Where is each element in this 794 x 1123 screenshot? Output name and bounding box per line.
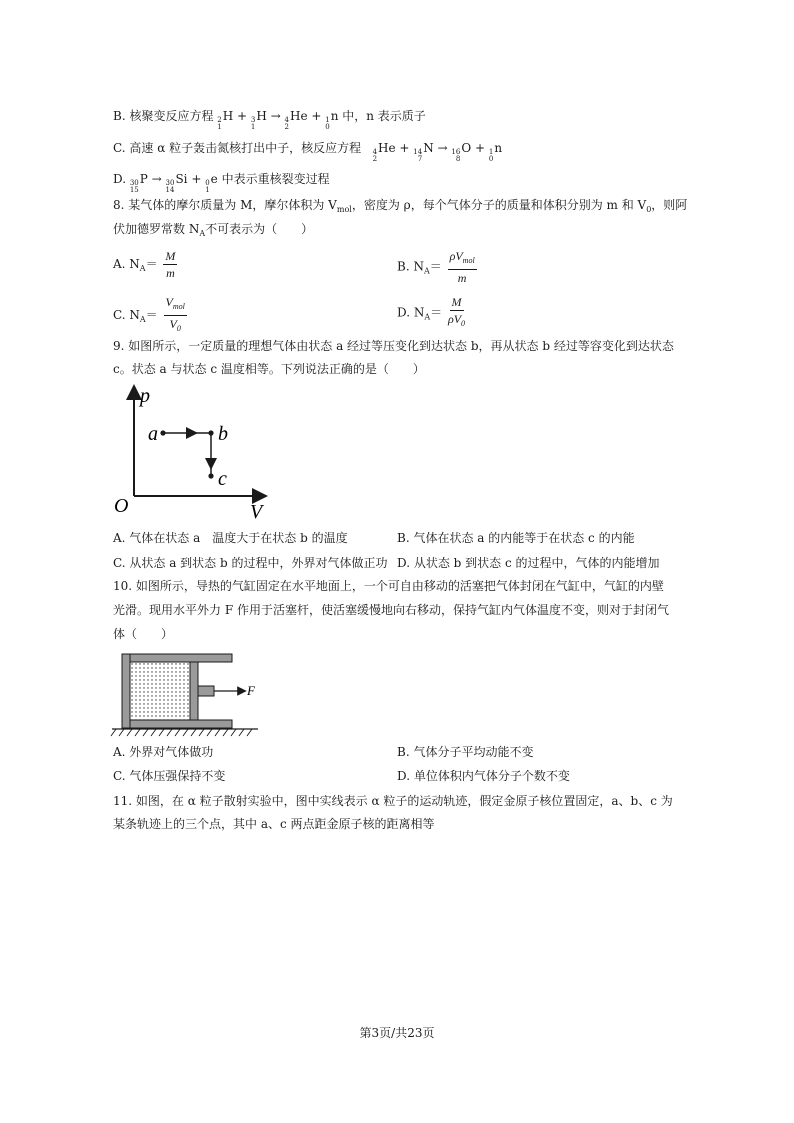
q9-option-c: C. 从状态 a 到状态 b 的过程中，外界对气体做正功 <box>113 556 388 570</box>
q10-option-c: C. 气体压强保持不变 <box>113 769 226 783</box>
q10-option-b: B. 气体分子平均动能不变 <box>397 745 534 759</box>
ground-hatch <box>111 729 252 736</box>
state-c-point <box>208 473 213 478</box>
q9-stem-line2: c。状态 a 与状态 c 温度相等。下列说法正确的是（ ） <box>113 362 425 376</box>
q8-option-a: A. $N_A=$ $\frac{M}{m}$ <box>113 249 176 280</box>
q9-option-b: B. 气体在状态 a 的内能等于在状态 c 的内能 <box>397 531 635 545</box>
q8-option-d: D. $N_A=$ $\frac{M}{\rho V_0}$ <box>397 295 466 328</box>
state-a-point <box>160 430 165 435</box>
q7-option-d: D. 30 15 P → 30 14 Si + 0 1 e 中表示重核裂变过程 <box>113 172 330 194</box>
page-number: 第3页/共23页 <box>359 1026 435 1040</box>
origin-label: O <box>114 495 129 517</box>
q8-option-b: B. $N_A=$ $\frac{\rho V_{mol}}{m}$ <box>397 249 475 285</box>
state-c-label: c <box>218 468 227 490</box>
state-b-label: b <box>218 423 228 445</box>
q10-option-d: D. 单位体积内气体分子个数不变 <box>397 769 570 783</box>
gas-region <box>130 662 190 720</box>
force-label: F <box>247 683 255 698</box>
piston <box>190 662 198 720</box>
state-b-point <box>208 430 213 435</box>
q7-option-b: B. 核聚变反应方程 2 1 H + 3 1 H → 4 2 He + 1 0 n 中，n 表示质子 <box>113 109 426 131</box>
v-axis-label: V <box>250 501 263 523</box>
cylinder-bottom-wall <box>122 720 232 728</box>
q8-stem-line2: 伏加德罗常数 $N_A$不可表示为（ ） <box>113 222 314 238</box>
cylinder-left-wall <box>122 654 130 728</box>
q11-stem-line2: 某条轨迹上的三个点，其中 a、c 两点距金原子核的距离相等 <box>113 817 435 831</box>
q9-stem-line1: 9. 如图所示，一定质量的理想气体由状态 a 经过等压变化到达状态 b，再从状态 b 经过等容变化到达状态 <box>113 339 674 353</box>
q10-option-a: A. 外界对气体做功 <box>113 745 214 759</box>
q10-stem-line1: 10. 如图所示，导热的气缸固定在水平地面上，一个可自由移动的活塞把气体封闭在气缸中，气缸的内壁 <box>113 579 664 593</box>
cylinder-top-wall <box>122 654 232 662</box>
p-axis-label: p <box>140 385 150 407</box>
q9-option-d: D. 从状态 b 到状态 c 的过程中，气体的内能增加 <box>397 556 660 570</box>
piston-rod <box>198 686 214 696</box>
q8-option-c: C. $N_A=$ $\frac{V_{mol}}{V_0}$ <box>113 295 185 333</box>
q10-stem-line3: 体（ ） <box>113 627 174 641</box>
state-a-label: a <box>148 423 158 445</box>
q7-option-c: C. 高速 α 粒子轰击氮核打出中子，核反应方程 4 2 He + 14 7 N → 16 8 O + 1 0 n <box>113 141 503 163</box>
pv-diagram <box>112 384 272 524</box>
q11-stem-line1: 11. 如图，在 α 粒子散射实验中，图中实线表示 α 粒子的运动轨迹，假定金原子核位置固定，a、b、c 为 <box>113 794 673 808</box>
q8-stem-line1: 8. 某气体的摩尔质量为 M，摩尔体积为 $V_{mol}$，密度为 ρ，每个气体分子的质量和体积分别为 m 和 $V_0$，则阿 <box>113 198 688 214</box>
q10-stem-line2: 光滑。现用水平外力 F 作用于活塞杆，使活塞缓慢地向右移动，保持气缸内气体温度不变，则对于封闭气 <box>113 603 669 617</box>
q9-option-a: A. 气体在状态 a 温度大于在状态 b 的温度 <box>113 531 348 545</box>
cylinder-diagram <box>110 650 270 740</box>
